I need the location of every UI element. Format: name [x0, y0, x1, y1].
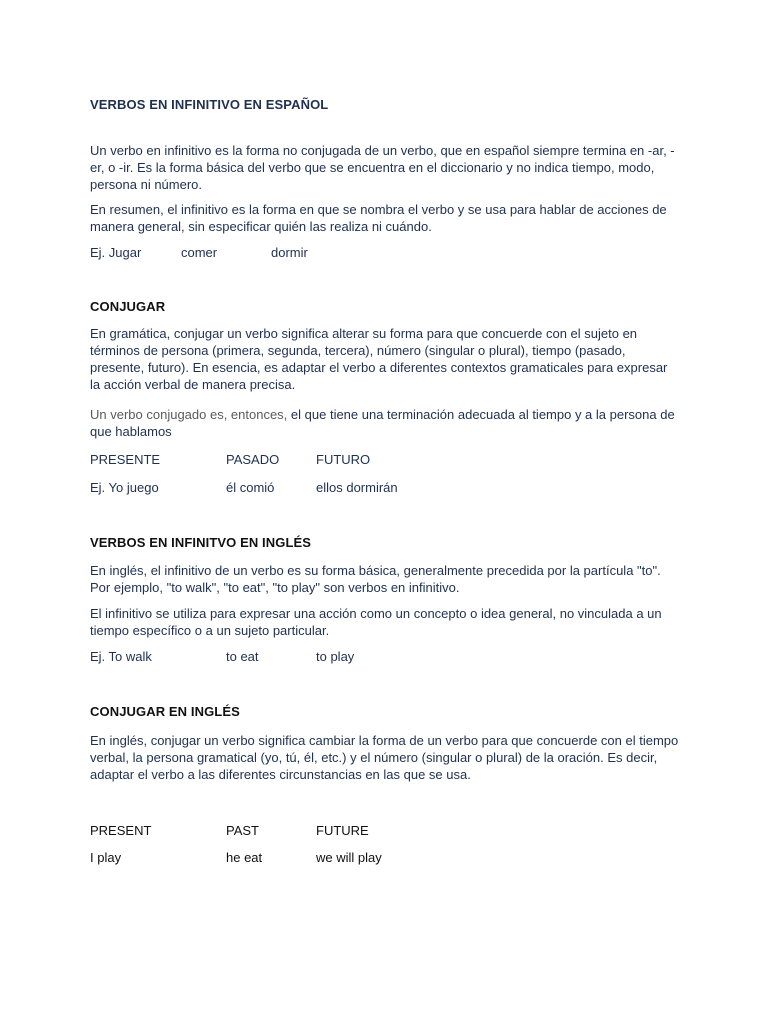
document-page — [90, 0, 690, 1024]
tense-headers-row-en — [90, 822, 690, 839]
tense-example-we-will-play: we will play — [316, 850, 382, 865]
paragraph-conjugar-definition: En gramática, conjugar un verbo significa alterar su forma para que concuerde con el sujeto en términos de persona (primera, segunda, tercera), número (singular o plural), tiempo (pasado, presente, futuro). En esencia, es adaptar el verbo a diferentes contextos gramaticales para expresar la acción verbal de manera precisa. — [90, 326, 668, 392]
example-dormir: dormir — [271, 245, 308, 260]
section-title-infinitivo-espanol: VERBOS EN INFINITIVO EN ESPAÑOL — [90, 97, 329, 112]
tense-examples-row-es — [90, 479, 690, 496]
tense-header-presente: PRESENTE — [90, 452, 161, 467]
tense-header-pasado: PASADO — [226, 452, 280, 467]
tense-example-el-comio: él comió — [226, 480, 275, 495]
tense-examples-row-en — [90, 849, 690, 866]
example-to-walk: Ej. To walk — [90, 649, 152, 664]
example-comer: comer — [181, 245, 218, 260]
section-title-conjugar: CONJUGAR — [90, 299, 166, 314]
tense-example-i-play: I play — [90, 850, 122, 865]
paragraph-verbo-conjugado-lead: Un verbo conjugado es, entonces, — [90, 407, 288, 422]
paragraph-infinitivo-definition: Un verbo en infinitivo es la forma no conjugada de un verbo, que en español siempre termina en -ar, -er, o -ir. Es la forma básica del verbo que se encuentra en el diccionario y no indica tiempo, modo, persona ni número. — [90, 143, 675, 192]
paragraph-verbo-conjugado-rest: el que tiene una terminación adecuada al tiempo y a la persona de que hablamos — [90, 407, 675, 439]
example-to-play: to play — [316, 649, 355, 664]
section-title-infinitivo-ingles: VERBOS EN INFINITVO EN INGLÉS — [90, 535, 312, 550]
paragraph-infinitivo-summary: En resumen, el infinitivo es la forma en que se nombra el verbo y se usa para hablar de acciones de manera general, sin especificar quién las realiza ni cuándo. — [90, 202, 667, 234]
section-title-conjugar-ingles: CONJUGAR EN INGLÉS — [90, 704, 240, 719]
paragraph-verbo-conjugado — [90, 406, 680, 440]
paragraph-conjugar-ingles-definition: En inglés, conjugar un verbo significa cambiar la forma de un verbo para que concuerde con el tiempo verbal, la persona gramatical (yo, tú, él, etc.) y el número (singular o plural) de la oración. Es decir, adaptar el verbo a las diferentes circunstancias en las que se usa. — [90, 733, 679, 782]
example-to-eat: to eat — [226, 649, 259, 664]
tense-header-past: PAST — [226, 823, 259, 838]
paragraph-infinitivo-ingles-usage: El infinitivo se utiliza para expresar una acción como un concepto o idea general, no vinculada a un tiempo específico o a un sujeto particular. — [90, 606, 662, 638]
examples-row-infinitivo-es — [90, 244, 690, 261]
tense-header-futuro: FUTURO — [316, 452, 371, 467]
tense-header-future: FUTURE — [316, 823, 369, 838]
tense-example-yo-juego: Ej. Yo juego — [90, 480, 159, 495]
paragraph-infinitivo-ingles-definition: En inglés, el infinitivo de un verbo es su forma básica, generalmente precedida por la partícula "to". Por ejemplo, "to walk", "to eat", "to play" son verbos en infinitivo. — [90, 563, 661, 595]
tense-example-ellos-dormiran: ellos dormirán — [316, 480, 398, 495]
tense-headers-row-es — [90, 451, 690, 468]
examples-row-infinitivo-en — [90, 648, 690, 665]
tense-example-he-eat: he eat — [226, 850, 263, 865]
example-jugar: Ej. Jugar — [90, 245, 142, 260]
tense-header-present: PRESENT — [90, 823, 152, 838]
